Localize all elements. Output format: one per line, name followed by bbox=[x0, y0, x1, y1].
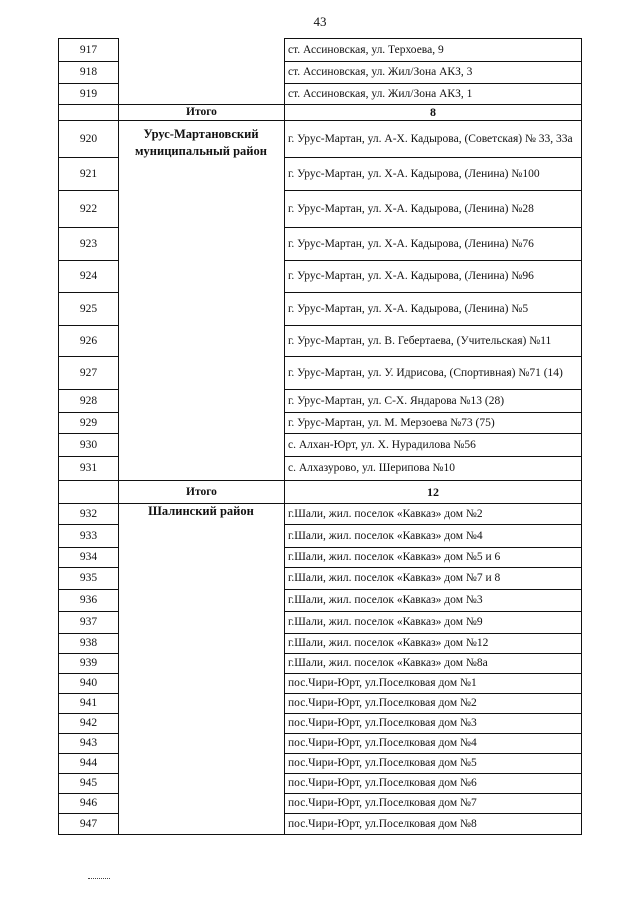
row-address: с. Алхазурово, ул. Шерипова №10 bbox=[288, 462, 455, 474]
row-address: г.Шали, жил. поселок «Кавказ» дом №9 bbox=[288, 616, 483, 628]
row-address: ст. Ассиновская, ул. Терхоева, 9 bbox=[288, 43, 444, 56]
row-number: 918 bbox=[79, 66, 98, 78]
district-name: Урус-Мартановский муниципальный район bbox=[135, 127, 267, 158]
row-address: г.Шали, жил. поселок «Кавказ» дом №7 и 8 bbox=[288, 572, 501, 584]
row-number: 942 bbox=[79, 717, 98, 729]
row-number: 922 bbox=[79, 202, 98, 215]
row-number: 936 bbox=[79, 594, 98, 606]
row-address: пос.Чири-Юрт, ул.Поселковая дом №5 bbox=[288, 757, 477, 769]
row-number: 917 bbox=[79, 43, 98, 56]
row-number: 945 bbox=[79, 777, 98, 789]
row-number: 938 bbox=[79, 637, 98, 649]
row-number: 935 bbox=[79, 572, 98, 584]
row-number: 940 bbox=[79, 677, 98, 689]
row-address: г.Шали, жил. поселок «Кавказ» дом №4 bbox=[288, 529, 483, 542]
row-address: пос.Чири-Юрт, ул.Поселковая дом №2 bbox=[288, 697, 477, 709]
row-address: пос.Чири-Юрт, ул.Поселковая дом №8 bbox=[288, 817, 477, 830]
row-address: г.Шали, жил. поселок «Кавказ» дом №2 bbox=[288, 507, 483, 520]
row-number: 930 bbox=[79, 438, 98, 451]
itogo-total: 12 bbox=[427, 484, 439, 499]
row-address: пос.Чири-Юрт, ул.Поселковая дом №1 bbox=[288, 677, 477, 689]
row-number: 931 bbox=[79, 462, 98, 474]
row-address: г.Шали, жил. поселок «Кавказ» дом №5 и 6 bbox=[288, 551, 501, 563]
row-address: пос.Чири-Юрт, ул.Поселковая дом №7 bbox=[288, 797, 477, 809]
row-number: 934 bbox=[79, 551, 98, 563]
row-address: пос.Чири-Юрт, ул.Поселковая дом №4 bbox=[288, 737, 477, 749]
district-name: Шалинский район bbox=[148, 504, 254, 518]
row-number: 939 bbox=[79, 657, 98, 669]
row-number: 947 bbox=[79, 817, 98, 830]
footer-mark bbox=[88, 878, 110, 880]
row-number: 924 bbox=[79, 270, 98, 282]
row-address: г. Урус-Мартан, ул. А-Х. Кадырова, (Советская) № 33, 33а bbox=[288, 132, 573, 145]
row-address: ст. Ассиновская, ул. Жил/Зона АКЗ, 1 bbox=[288, 87, 473, 100]
data-table bbox=[58, 38, 581, 834]
row-number: 925 bbox=[79, 302, 98, 315]
row-number: 946 bbox=[79, 797, 98, 809]
row-address: г.Шали, жил. поселок «Кавказ» дом №8а bbox=[288, 657, 488, 669]
row-address: г. Урус-Мартан, ул. В. Гебертаева, (Учительская) №11 bbox=[288, 334, 552, 347]
itogo-label: Итого bbox=[186, 106, 217, 118]
itogo-total: 8 bbox=[430, 105, 436, 119]
row-address: г. Урус-Мартан, ул. М. Мерзоева №73 (75) bbox=[288, 416, 495, 429]
row-address: г.Шали, жил. поселок «Кавказ» дом №3 bbox=[288, 594, 483, 606]
row-address: пос.Чири-Юрт, ул.Поселковая дом №3 bbox=[288, 717, 477, 729]
row-address: г. Урус-Мартан, ул. Х-А. Кадырова, (Ленина) №76 bbox=[288, 237, 534, 250]
row-address: г. Урус-Мартан, ул. У. Идрисова, (Спортивная) №71 (14) bbox=[288, 366, 563, 379]
itogo-label: Итого bbox=[186, 485, 217, 498]
row-number: 920 bbox=[79, 132, 98, 145]
table-rule bbox=[118, 38, 119, 835]
row-number: 921 bbox=[79, 167, 98, 180]
row-address: г. Урус-Мартан, ул. С-Х. Яндарова №13 (28) bbox=[288, 394, 505, 407]
row-number: 937 bbox=[79, 616, 98, 628]
row-address: пос.Чири-Юрт, ул.Поселковая дом №6 bbox=[288, 777, 477, 789]
row-number: 933 bbox=[79, 529, 98, 542]
row-number: 929 bbox=[79, 416, 98, 429]
row-number: 919 bbox=[79, 87, 98, 100]
table-rule bbox=[58, 834, 581, 835]
row-address: г. Урус-Мартан, ул. Х-А. Кадырова, (Ленина) №96 bbox=[288, 270, 534, 282]
row-address: г. Урус-Мартан, ул. Х-А. Кадырова, (Ленина) №100 bbox=[288, 167, 540, 180]
row-address: г.Шали, жил. поселок «Кавказ» дом №12 bbox=[288, 637, 489, 649]
row-address: г. Урус-Мартан, ул. Х-А. Кадырова, (Ленина) №28 bbox=[288, 202, 534, 215]
row-number: 928 bbox=[79, 394, 98, 407]
row-number: 927 bbox=[79, 366, 98, 379]
row-address: г. Урус-Мартан, ул. Х-А. Кадырова, (Ленина) №5 bbox=[288, 302, 529, 315]
row-number: 926 bbox=[79, 334, 98, 347]
row-address: ст. Ассиновская, ул. Жил/Зона АКЗ, 3 bbox=[288, 66, 473, 78]
row-number: 941 bbox=[79, 697, 98, 709]
row-number: 923 bbox=[79, 237, 98, 250]
row-number: 932 bbox=[79, 507, 98, 520]
row-address: с. Алхан-Юрт, ул. Х. Нурадилова №56 bbox=[288, 438, 476, 451]
table-rule bbox=[581, 38, 582, 835]
page-number: 43 bbox=[313, 14, 327, 29]
row-number: 944 bbox=[79, 757, 98, 769]
row-number: 943 bbox=[79, 737, 98, 749]
